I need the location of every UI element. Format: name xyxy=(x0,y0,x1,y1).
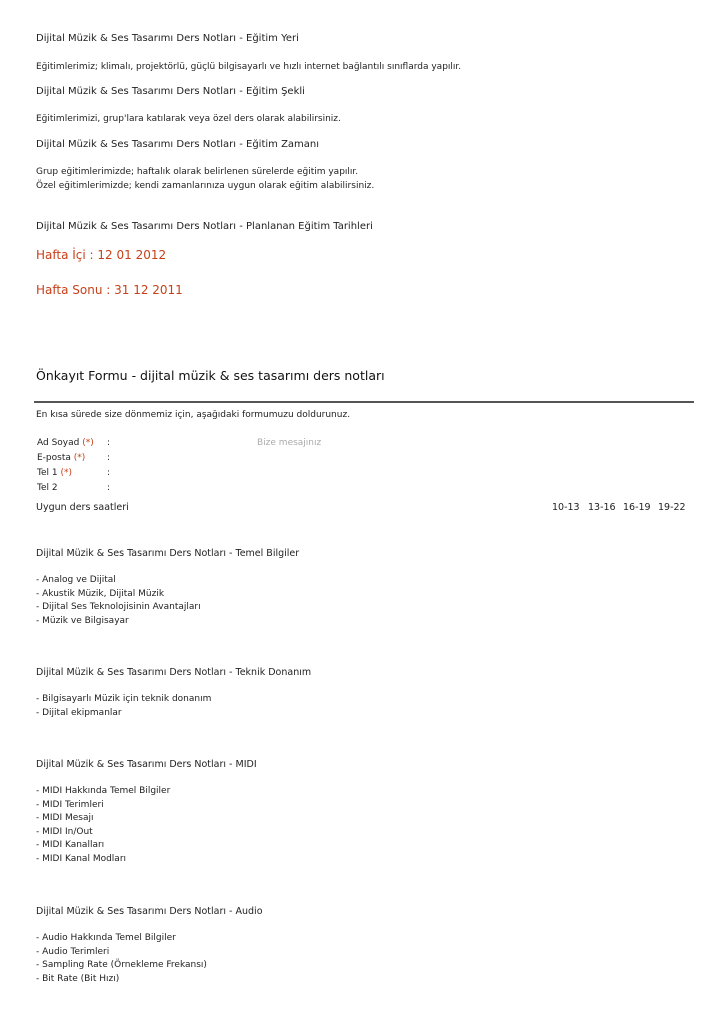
list-item: - MIDI In/Out xyxy=(36,826,93,837)
required-mark: (*) xyxy=(82,438,94,448)
message-textarea[interactable]: Bize mesajınız xyxy=(257,438,322,448)
list-item: - Audio Terimleri xyxy=(36,946,110,957)
section-text-egitim-sekli: Eğitimlerimizi, grup'lara katılarak veya özel ders olarak alabilirsiniz. xyxy=(36,114,341,124)
tel2-colon: : xyxy=(107,483,111,493)
list-item: - Sampling Rate (Örnekleme Frekansı) xyxy=(36,960,207,971)
email-label: E-posta (*) xyxy=(37,453,86,463)
list-item: - Akustik Müzik, Dijital Müzik xyxy=(36,588,165,599)
form-row-tel1[interactable] xyxy=(37,466,337,481)
topic-list-audio xyxy=(36,932,207,986)
topic-list-donanim xyxy=(36,693,211,720)
section-title-egitim-zamani: Dijital Müzik & Ses Tasarımı Ders Notları - Eğitim Zamanı xyxy=(36,139,320,150)
section-title-egitim-sekli: Dijital Müzik & Ses Tasarımı Ders Notları - Eğitim Şekli xyxy=(36,86,305,97)
hours-option-2[interactable]: 13-16 xyxy=(588,502,616,513)
hafta-sonu-date: Hafta Sonu : 31 12 2011 xyxy=(36,283,183,297)
list-item: - Audio Hakkında Temel Bilgiler xyxy=(36,933,176,943)
list-item: - MIDI Kanalları xyxy=(36,840,105,851)
section-text-egitim-zamani-1: Grup eğitimlerimizde; haftalık olarak belirlenen sürelerde eğitim yapılır. xyxy=(36,167,359,177)
list-item: - Bilgisayarlı Müzik için teknik donanım xyxy=(36,694,212,704)
form-title: Önkayıt Formu - dijital müzik & ses tasarımı ders notları xyxy=(36,368,385,383)
required-mark: (*) xyxy=(60,468,72,478)
name-colon: : xyxy=(107,438,111,448)
section-text-egitim-yeri: Eğitimlerimiz; klimalı, projektörlü, güçlü bilgisayarlı ve hızlı internet bağlantılı sınıflarda yapılır. xyxy=(36,62,462,72)
section-text-egitim-zamani-2: Özel eğitimlerimizde; kendi zamanlarınıza uygun olarak eğitim alabilirsiniz. xyxy=(36,181,375,191)
topic-title-audio: Dijital Müzik & Ses Tasarımı Ders Notları - Audio xyxy=(36,906,263,917)
topic-title-donanim: Dijital Müzik & Ses Tasarımı Ders Notları - Teknik Donanım xyxy=(36,667,312,678)
list-item: - Bit Rate (Bit Hızı) xyxy=(36,973,120,984)
topic-title-midi: Dijital Müzik & Ses Tasarımı Ders Notları - MIDI xyxy=(36,759,257,770)
topic-list-midi xyxy=(36,785,170,867)
email-colon: : xyxy=(107,453,111,463)
name-label: Ad Soyad (*) xyxy=(37,438,94,448)
list-item: - MIDI Mesajı xyxy=(36,813,94,824)
section-title-egitim-yeri: Dijital Müzik & Ses Tasarımı Ders Notları - Eğitim Yeri xyxy=(36,33,299,44)
tel1-colon: : xyxy=(107,468,111,478)
hours-option-4[interactable]: 19-22 xyxy=(658,502,686,513)
required-mark: (*) xyxy=(73,453,86,463)
list-item: - Müzik ve Bilgisayar xyxy=(36,615,129,626)
list-item: - Dijital ekipmanlar xyxy=(36,707,122,718)
list-item: - MIDI Hakkında Temel Bilgiler xyxy=(36,786,171,796)
hours-option-3[interactable]: 16-19 xyxy=(623,502,651,513)
list-item: - MIDI Kanal Modları xyxy=(36,853,127,864)
form-divider xyxy=(34,401,694,403)
topic-title-temel: Dijital Müzik & Ses Tasarımı Ders Notları - Temel Bilgiler xyxy=(36,548,300,559)
list-item: - Analog ve Dijital xyxy=(36,575,116,585)
tel2-label: Tel 2 xyxy=(37,483,58,493)
hafta-ici-date: Hafta İçi : 12 01 2012 xyxy=(36,248,167,262)
form-intro: En kısa sürede size dönmemiz için, aşağıdaki formumuzu doldurunuz. xyxy=(36,410,351,420)
hours-label: Uygun ders saatleri xyxy=(36,502,129,513)
hours-option-1[interactable]: 10-13 xyxy=(552,502,580,513)
topic-list-temel xyxy=(36,574,201,628)
section-title-planlanan-tarihler: Dijital Müzik & Ses Tasarımı Ders Notları - Planlanan Eğitim Tarihleri xyxy=(36,221,373,232)
tel1-label: Tel 1 (*) xyxy=(37,468,72,478)
list-item: - MIDI Terimleri xyxy=(36,799,104,810)
form-row-tel2[interactable] xyxy=(37,481,337,496)
list-item: - Dijital Ses Teknolojisinin Avantajları xyxy=(36,602,201,613)
form-row-email[interactable] xyxy=(37,451,337,466)
